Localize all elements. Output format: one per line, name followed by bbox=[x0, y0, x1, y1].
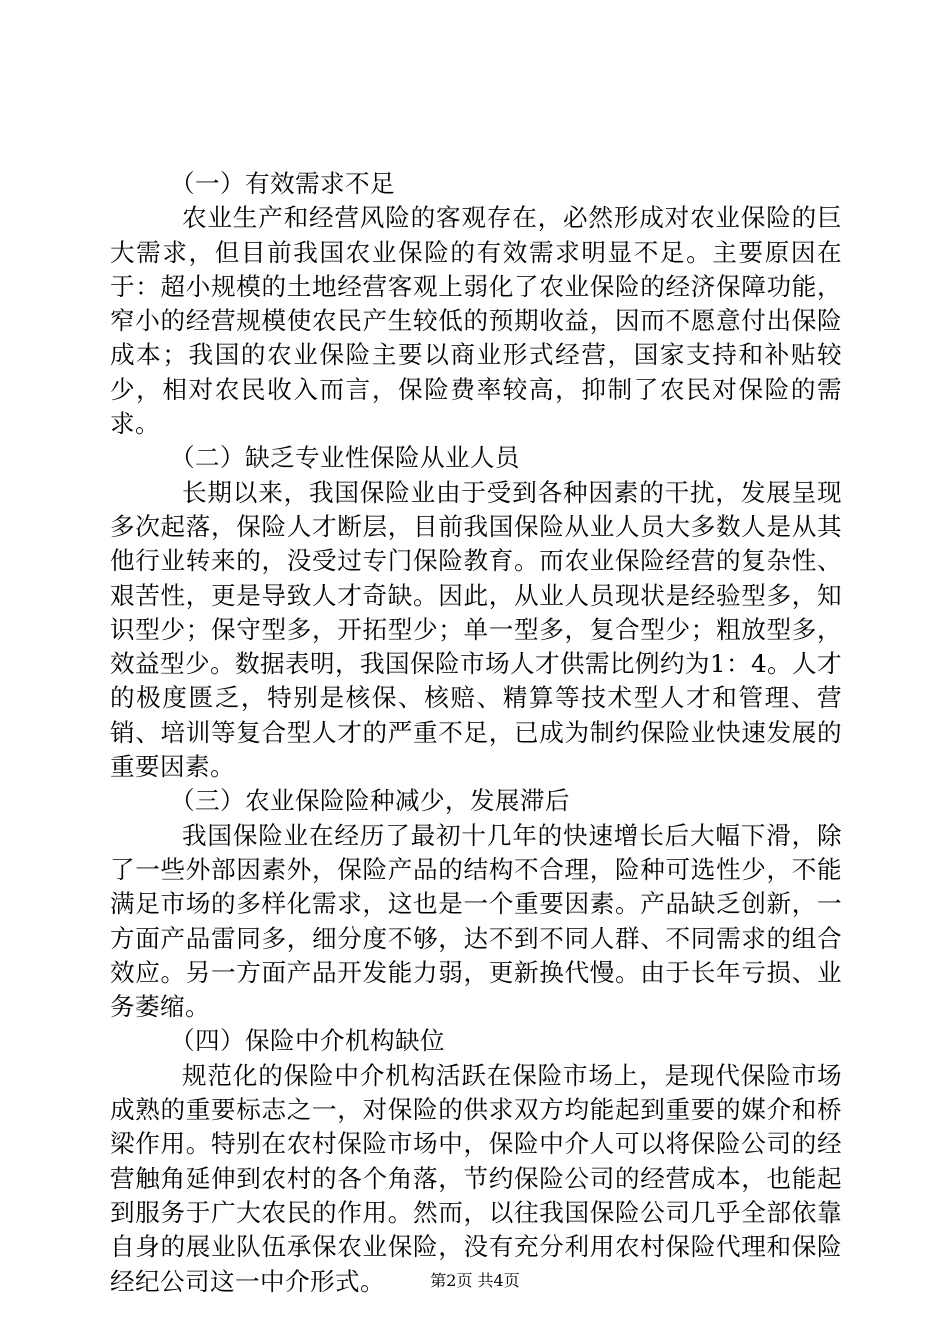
section-paragraph-4: 规范化的保险中介机构活跃在保险市场上，是现代保险市场成熟的重要标志之一，对保险的供求双方均能起到重要的媒介和桥梁作用。特别在农村保险市场中，保险中介人可以将保险公司的经营触角延伸到农村的各个角落，节约保险公司的经营成本，也能起到服务于广大农民的作用。然而，以往我国保险公司几乎全部依靠自身的展业队伍承保农业保险，没有充分利用农村保险代理和保险经纪公司这一中介形式。 bbox=[110, 1060, 842, 1296]
page-footer bbox=[0, 1271, 950, 1291]
section-heading-4: （四）保险中介机构缺位 bbox=[170, 1026, 445, 1056]
document-body bbox=[110, 167, 842, 1299]
page-number-label: 第2页 共4页 bbox=[430, 1271, 520, 1290]
section-paragraph-2: 长期以来，我国保险业由于受到各种因素的干扰，发展呈现多次起落，保险人才断层，目前我国保险从业人员大多数人是从其他行业转来的，没受过专门保险教育。而农业保险经营的复杂性、艰苦性，更是导致人才奇缺。因此，从业人员现状是经验型多，知识型少；保守型多，开拓型少；单一型多，复合型少；粗放型多，效益型少。数据表明，我国保险市场人才供需比例约为1：4。人才的极度匮乏，特别是核保、核赔、精算等技术型人才和管理、营销、培训等复合型人才的严重不足，已成为制约保险业快速发展的重要因素。 bbox=[110, 477, 842, 782]
section-heading-3: （三）农业保险险种减少，发展滞后 bbox=[170, 786, 570, 816]
section-paragraph-1: 农业生产和经营风险的客观存在，必然形成对农业保险的巨大需求，但目前我国农业保险的有效需求明显不足。主要原因在于：超小规模的土地经营客观上弱化了农业保险的经济保障功能，窄小的经营规模使农民产生较低的预期收益，因而不愿意付出保险成本；我国的农业保险主要以商业形式经营，国家支持和补贴较少，相对农民收入而言，保险费率较高，抑制了农民对保险的需求。 bbox=[110, 203, 842, 439]
section-heading-2: （二）缺乏专业性保险从业人员 bbox=[170, 443, 520, 473]
section-heading-1: （一）有效需求不足 bbox=[170, 169, 395, 198]
section-paragraph-3: 我国保险业在经历了最初十几年的快速增长后大幅下滑，除了一些外部因素外，保险产品的结构不合理，险种可选性少，不能满足市场的多样化需求，这也是一个重要因素。产品缺乏创新，一方面产品雷同多，细分度不够，达不到不同人群、不同需求的组合效应。另一方面产品开发能力弱，更新换代慢。由于长年亏损、业务萎缩。 bbox=[110, 820, 842, 1022]
